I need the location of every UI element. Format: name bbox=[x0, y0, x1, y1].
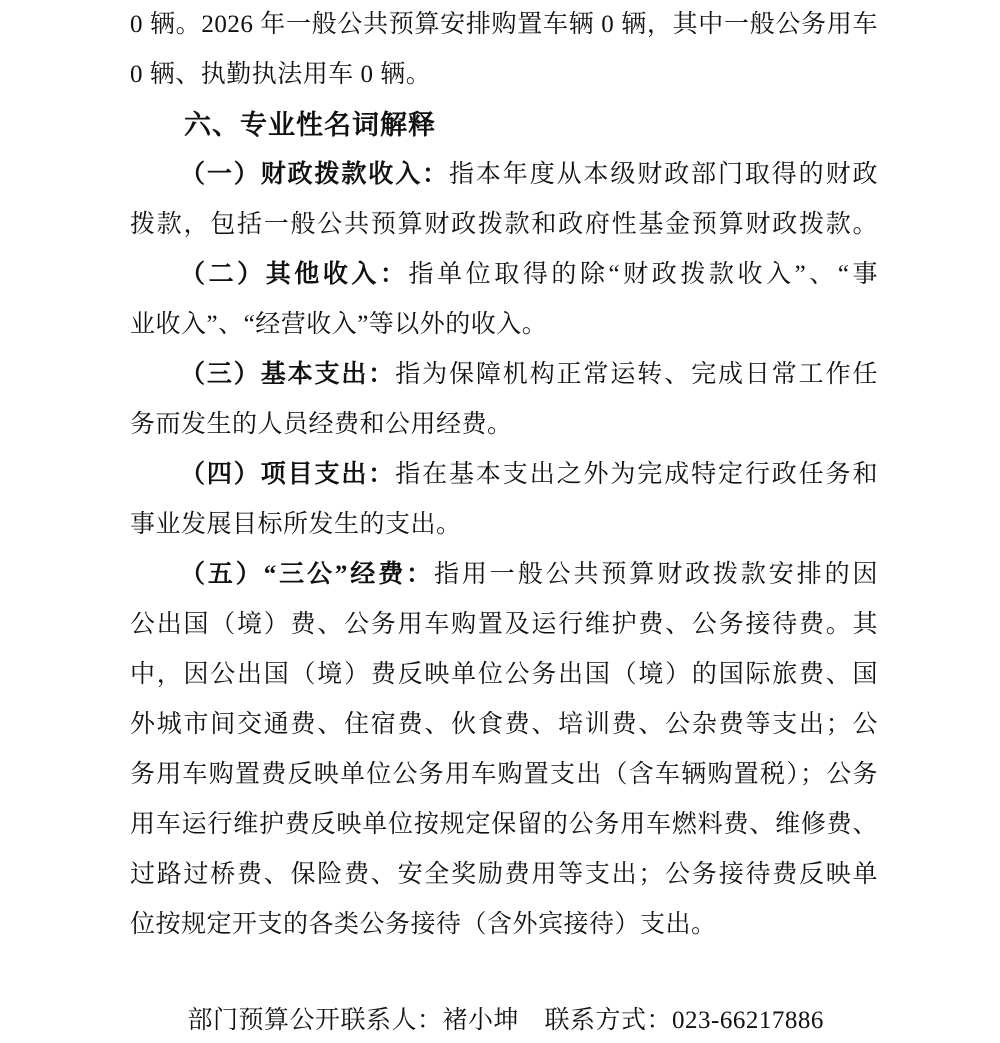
body-text-line bbox=[130, 400, 878, 450]
text-run: 公出国（境）费、公务用车购置及运行维护费、公务接待费。其 bbox=[130, 611, 878, 638]
body-text-line bbox=[130, 650, 878, 700]
body-text-line bbox=[130, 900, 878, 950]
text-run: 指用一般公共预算财政拨款安排的因 bbox=[434, 561, 878, 588]
text-run: 0 辆。2026 年一般公共预算安排购置车辆 0 辆，其中一般公务用车 bbox=[130, 11, 878, 38]
body-text-line bbox=[130, 800, 878, 850]
text-run: 外城市间交通费、住宿费、伙食费、培训费、公杂费等支出；公 bbox=[130, 711, 878, 738]
body-text-line bbox=[130, 350, 878, 400]
text-run: 务而发生的人员经费和公用经费。 bbox=[130, 411, 513, 438]
term-bold-text: （二）其他收入： bbox=[180, 261, 409, 288]
body-text-line bbox=[130, 200, 878, 250]
term-bold-text: （四）项目支出： bbox=[180, 461, 396, 488]
term-bold-text: （一）财政拨款收入： bbox=[180, 161, 449, 188]
body-text-line bbox=[130, 750, 878, 800]
text-run: 用车运行维护费反映单位按规定保留的公务用车燃料费、维修费、 bbox=[130, 811, 878, 838]
body-text-line bbox=[130, 50, 878, 100]
body-text-line bbox=[130, 450, 878, 500]
body-text-line bbox=[130, 250, 878, 300]
document-body bbox=[130, 0, 878, 1043]
term-bold-text: （五）“三公”经费： bbox=[180, 561, 434, 588]
text-run: 0 辆、执勤执法用车 0 辆。 bbox=[130, 61, 432, 88]
text-run: 中，因公出国（境）费反映单位公务出国（境）的国际旅费、国 bbox=[130, 661, 878, 688]
body-text-line bbox=[130, 300, 878, 350]
body-text-line bbox=[130, 700, 878, 750]
body-text-line bbox=[130, 0, 878, 50]
body-text-line bbox=[130, 600, 878, 650]
text-run: 业收入”、“经营收入”等以外的收入。 bbox=[130, 311, 548, 338]
term-bold-text: （三）基本支出： bbox=[180, 361, 396, 388]
text-run: 指单位取得的除“财政拨款收入”、“事 bbox=[408, 261, 878, 288]
text-run: 指在基本支出之外为完成特定行政任务和 bbox=[395, 461, 878, 488]
text-run: 务用车购置费反映单位公务用车购置支出（含车辆购置税）；公务 bbox=[130, 761, 878, 788]
text-run: 位按规定开支的各类公务接待（含外宾接待）支出。 bbox=[130, 911, 717, 938]
body-text-line bbox=[130, 150, 878, 200]
text-run: 拨款，包括一般公共预算财政拨款和政府性基金预算财政拨款。 bbox=[130, 211, 878, 238]
body-text-line bbox=[130, 500, 878, 550]
text-run: 过路过桥费、保险费、安全奖励费用等支出；公务接待费反映单 bbox=[130, 861, 878, 888]
text-run: 指本年度从本级财政部门取得的财政 bbox=[449, 161, 878, 188]
text-run: 指为保障机构正常运转、完成日常工作任 bbox=[395, 361, 878, 388]
contact-info-line bbox=[130, 998, 878, 1043]
text-run: 部门预算公开联系人：褚小坤 联系方式：023-66217886 bbox=[187, 1007, 824, 1034]
section-heading bbox=[130, 100, 878, 150]
term-bold-text: 六、专业性名词解释 bbox=[184, 110, 436, 140]
body-text-line bbox=[130, 550, 878, 600]
text-run: 事业发展目标所发生的支出。 bbox=[130, 511, 462, 538]
body-text-line bbox=[130, 850, 878, 900]
